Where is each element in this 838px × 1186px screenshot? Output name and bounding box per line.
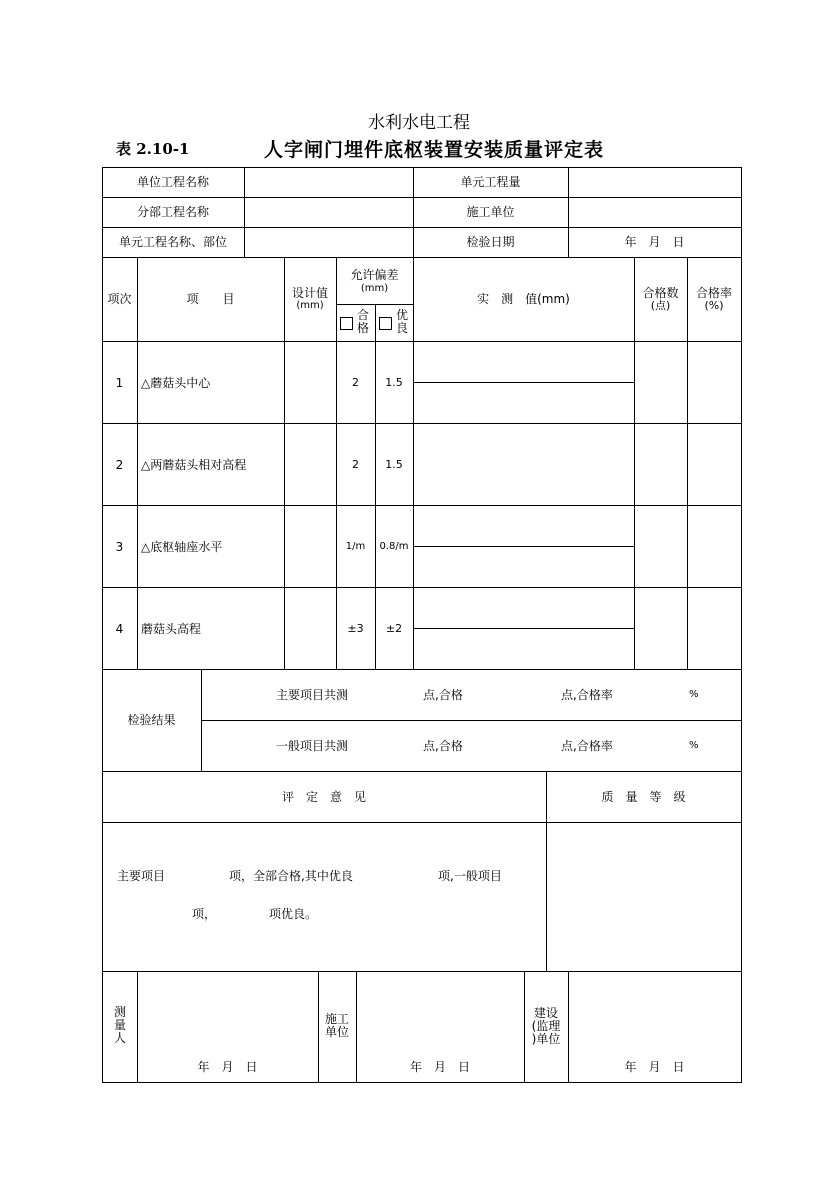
results-main-prefix: 主要项目共测 <box>276 688 349 702</box>
supervisor-sign-label-2: (监理 <box>531 1019 561 1033</box>
col-item-header: 项 目 <box>186 292 235 306</box>
results-main-points-pass: 点,合格 <box>423 688 463 702</box>
contractor-field[interactable] <box>572 198 737 226</box>
col-pass-rate-unit: (%) <box>704 299 724 312</box>
contractor-label: 施工单位 <box>466 205 515 219</box>
row-1-excellent: 1.5 <box>385 376 403 389</box>
surveyor-date: 年 月 日 <box>197 1060 258 1074</box>
row-2-excellent: 1.5 <box>385 458 403 471</box>
col-no-header: 项次 <box>107 292 132 306</box>
col-qualified-header: 合格 <box>356 308 369 335</box>
col-measured-header: 实 测 值(mm) <box>477 292 570 306</box>
opinion-items: 项， <box>192 907 217 921</box>
inspect-date-label: 检验日期 <box>466 235 515 249</box>
col-design-header: 设计值 <box>291 286 328 300</box>
document-title: 人字闸门埋件底枢装置安装质量评定表 <box>264 139 605 161</box>
opinion-all-qualified: 项，全部合格,其中优良 <box>229 869 353 883</box>
supervisor-sign-label-3: )单位 <box>531 1032 561 1046</box>
unit-quantity-field[interactable] <box>572 168 737 196</box>
row-4-item: 蘑菇头高程 <box>141 622 202 636</box>
row-4-no: 4 <box>115 622 124 636</box>
unit-project-field[interactable] <box>248 168 410 196</box>
row-1-item: △蘑菇头中心 <box>141 376 211 390</box>
results-general-points-pass: 点,合格 <box>423 739 463 753</box>
row-4-qualified: ±3 <box>347 622 364 635</box>
row-1-no: 1 <box>115 376 124 390</box>
results-main-percent: % <box>689 689 699 700</box>
organization-heading: 水利水电工程 <box>368 113 470 133</box>
col-design-unit: (mm) <box>296 300 324 311</box>
row-3-item: △底枢轴座水平 <box>141 540 223 554</box>
col-pass-count-unit: (点) <box>650 299 671 312</box>
opinion-main-items: 主要项目 <box>117 869 166 883</box>
contractor-sign-label-2: 单位 <box>324 1025 349 1039</box>
qualified-checkbox[interactable] <box>340 317 353 330</box>
opinion-general-items: 项,一般项目 <box>438 869 502 883</box>
row-1-qualified: 2 <box>352 376 359 389</box>
sub-project-field[interactable] <box>248 198 410 226</box>
contractor-sign-label-1: 施工 <box>324 1012 349 1026</box>
row-2-item: △两蘑菇头相对高程 <box>141 458 247 472</box>
row-2-qualified: 2 <box>352 458 359 471</box>
supervisor-sign-label-1: 建设 <box>533 1006 558 1020</box>
row-3-excellent: 0.8/m <box>379 541 409 552</box>
unit-project-label: 单位工程名称 <box>136 175 209 189</box>
opinion-items-excellent: 项优良。 <box>269 907 318 921</box>
results-main-points-rate: 点,合格率 <box>561 688 613 702</box>
row-4-excellent: ±2 <box>385 622 403 635</box>
results-general-points-rate: 点,合格率 <box>561 739 613 753</box>
excellent-checkbox[interactable] <box>379 317 392 330</box>
unit-quantity-label: 单元工程量 <box>460 175 521 189</box>
col-tolerance-unit: (mm) <box>360 283 389 294</box>
row-2-no: 2 <box>115 458 124 472</box>
sub-project-label: 分部工程名称 <box>136 205 209 219</box>
col-pass-rate-header: 合格率 <box>695 286 732 300</box>
row-3-qualified: 1/m <box>345 541 366 552</box>
col-excellent-header: 优良 <box>395 308 408 335</box>
results-general-percent: % <box>689 740 699 751</box>
surveyor-label: 测量人 <box>113 1005 126 1045</box>
results-general-prefix: 一般项目共测 <box>276 739 349 753</box>
unit-name-field[interactable] <box>248 228 410 256</box>
inspect-date-field[interactable]: 年 月 日 <box>624 235 685 249</box>
results-label: 检验结果 <box>127 713 176 727</box>
supervisor-sign-date: 年 月 日 <box>624 1060 685 1074</box>
contractor-sign-date: 年 月 日 <box>409 1060 470 1074</box>
row-3-no: 3 <box>115 540 124 554</box>
col-tolerance-header: 允许偏差 <box>350 268 399 282</box>
opinion-header: 评 定 意 见 <box>281 790 366 804</box>
table-number: 表 2.10-1 <box>116 140 190 158</box>
unit-name-label: 单元工程名称、部位 <box>118 235 227 249</box>
grade-header: 质 量 等 级 <box>601 790 686 804</box>
col-pass-count-header: 合格数 <box>642 286 679 300</box>
